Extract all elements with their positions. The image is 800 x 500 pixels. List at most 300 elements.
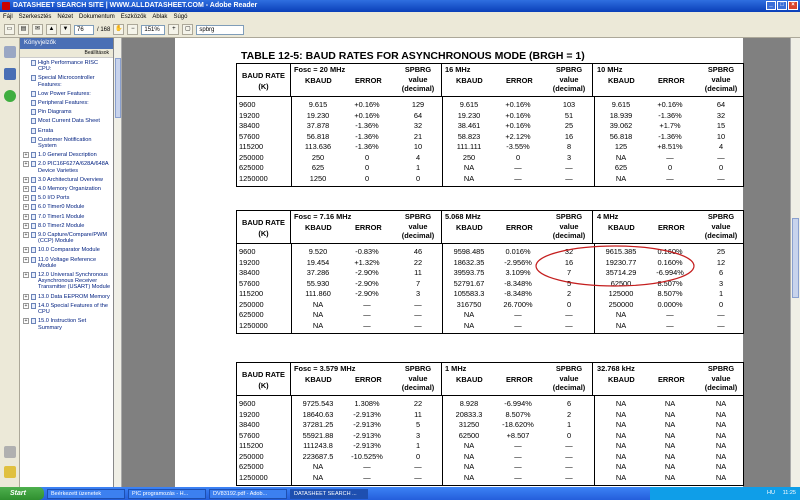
kbaud-cell: 19.454 <box>306 257 330 267</box>
spbrg-header: SPBRG value (decimal) <box>552 65 586 93</box>
bookmark-item[interactable] <box>23 186 111 192</box>
bookmark-item[interactable] <box>23 177 111 183</box>
bookmark-item[interactable] <box>23 128 111 134</box>
error-cell: — <box>363 299 371 309</box>
system-tray <box>650 487 800 500</box>
bookmarks-tab-icon[interactable] <box>4 68 16 80</box>
spbrg-header: SPBRG value (decimal) <box>401 364 435 392</box>
bookmark-icon <box>31 247 36 253</box>
close-button[interactable]: × <box>788 1 798 10</box>
bookmark-icon <box>31 118 36 124</box>
spbrg-cell: 1 <box>415 441 421 450</box>
baud-rate-cell: 625000 <box>239 163 264 172</box>
expand-icon[interactable]: + <box>24 256 28 263</box>
error-cell: — <box>514 173 522 183</box>
error-cell: -18.620% <box>502 420 534 429</box>
baud-rate-cell: 115200 <box>239 142 264 151</box>
kbaud-cell: NA <box>615 420 627 429</box>
bookmark-item[interactable] <box>23 91 111 97</box>
spbrg-cell: 5 <box>415 420 421 429</box>
spbrg-cell: 25 <box>564 121 574 130</box>
spbrg-header: SPBRG value (decimal) <box>552 364 586 392</box>
menu-item[interactable]: Dokumentum <box>79 14 115 20</box>
error-cell: -1.36% <box>355 121 379 130</box>
error-cell: — <box>363 310 371 319</box>
spbrg-cell: 0 <box>566 430 572 440</box>
spbrg-cell: 0 <box>415 451 421 461</box>
oscillator-label: 16 MHz <box>445 65 471 74</box>
spbrg-cell: 25 <box>716 247 726 256</box>
error-cell: +1.7% <box>659 121 681 130</box>
bookmark-item[interactable] <box>23 223 111 229</box>
spbrg-cell: 16 <box>564 257 574 267</box>
spbrg-cell: — <box>414 299 422 309</box>
kbaud-cell: NA <box>615 451 627 461</box>
kbaud-cell: 39593.75 <box>453 268 485 277</box>
start-button[interactable]: Start <box>0 487 44 500</box>
kbaud-cell: 8.928 <box>459 399 479 408</box>
baud-rate-cell: 57600 <box>239 131 260 141</box>
kbaud-cell: 250000 <box>608 299 634 309</box>
spbrg-cell: 22 <box>413 257 423 267</box>
spbrg-cell: 4 <box>415 152 421 162</box>
error-cell: — <box>514 163 522 172</box>
bookmark-label: 14.0 Special Features of the CPU <box>38 302 108 316</box>
page-total: / 168 <box>97 26 111 33</box>
bookmark-item[interactable] <box>23 60 111 72</box>
spbrg-cell: 12 <box>716 257 726 267</box>
help-tab-icon[interactable] <box>4 90 16 102</box>
error-cell: 8.507% <box>657 289 683 298</box>
clock: 11:25 <box>782 490 796 496</box>
zoom-in-icon[interactable]: + <box>168 24 179 35</box>
expand-icon[interactable]: + <box>24 318 28 325</box>
error-cell: — <box>514 451 522 461</box>
error-cell: — <box>666 173 674 183</box>
spbrg-cell: 51 <box>564 110 574 120</box>
error-cell: 0 <box>364 152 370 162</box>
error-cell: 0 <box>667 163 673 172</box>
attachments-tab-icon[interactable] <box>4 446 16 458</box>
bookmarks-scrollbar[interactable] <box>114 38 122 487</box>
kbaud-cell: NA <box>312 462 324 471</box>
bookmark-icon <box>31 60 36 66</box>
taskbar <box>0 487 800 500</box>
kbaud-cell: 625 <box>614 163 628 172</box>
expand-icon[interactable]: + <box>24 247 28 254</box>
error-header: ERROR <box>658 375 685 384</box>
spbrg-cell: — <box>414 462 422 471</box>
baud-rate-cell: 9600 <box>239 399 256 408</box>
bookmark-icon <box>31 91 36 97</box>
spbrg-cell: 21 <box>413 131 423 141</box>
error-cell: 0.016% <box>505 247 531 256</box>
spbrg-cell: — <box>565 320 573 330</box>
bookmark-item[interactable] <box>23 204 111 210</box>
bookmark-icon <box>31 223 36 229</box>
bookmark-label: 3.0 Architectural Overview <box>38 176 103 183</box>
bookmark-item[interactable] <box>23 109 111 115</box>
bookmark-item[interactable] <box>23 272 111 291</box>
bookmark-item[interactable] <box>23 195 111 201</box>
spbrg-cell: 0 <box>415 173 421 183</box>
bookmark-label: 11.0 Voltage Reference Module <box>38 256 97 269</box>
spbrg-cell: — <box>565 472 573 482</box>
error-header: ERROR <box>355 76 382 85</box>
bookmark-item[interactable] <box>23 318 111 330</box>
spbrg-cell: — <box>414 320 422 330</box>
spbrg-header: SPBRG value (decimal) <box>704 212 738 240</box>
expand-icon[interactable]: + <box>24 161 28 168</box>
pages-tab-icon[interactable] <box>4 46 16 58</box>
spbrg-cell: NA <box>715 472 727 482</box>
kbaud-cell: NA <box>312 310 324 319</box>
error-cell: — <box>514 320 522 330</box>
kbaud-cell: 37281.25 <box>302 420 334 429</box>
spbrg-cell: NA <box>715 451 727 461</box>
error-cell: -1.36% <box>658 110 682 120</box>
baud-rate-header: BAUD RATE (K) <box>237 211 291 244</box>
bookmark-label: Most Current Data Sheet <box>38 118 100 125</box>
error-cell: +2.12% <box>505 131 531 141</box>
menu-item[interactable]: Eszközök <box>120 14 147 20</box>
kbaud-cell: NA <box>615 409 627 419</box>
spbrg-cell: 2 <box>566 289 572 298</box>
kbaud-cell: 113.636 <box>304 142 332 151</box>
kbaud-cell: 125000 <box>608 289 634 298</box>
bookmark-icon <box>31 294 36 300</box>
kbaud-cell: NA <box>312 299 324 309</box>
spbrg-cell: 16 <box>564 131 574 141</box>
bookmark-icon <box>31 303 36 309</box>
baud-rate-cell: 38400 <box>239 121 260 130</box>
error-cell: — <box>666 310 674 319</box>
kbaud-header: KBAUD <box>305 76 332 85</box>
bookmark-icon <box>31 195 36 201</box>
bookmark-icon <box>31 109 36 115</box>
oscillator-label: 1 MHz <box>445 364 467 373</box>
email-icon[interactable]: ✉ <box>32 24 43 35</box>
comments-tab-icon[interactable] <box>4 466 16 478</box>
expand-icon[interactable]: + <box>24 195 28 202</box>
expand-icon[interactable]: + <box>24 213 28 220</box>
kbaud-header: KBAUD <box>608 223 635 232</box>
minimize-button[interactable]: _ <box>766 1 776 10</box>
kbaud-cell: 9.520 <box>308 247 328 256</box>
kbaud-cell: 9.615 <box>611 100 631 109</box>
error-cell: NA <box>664 399 676 408</box>
spbrg-cell: 3 <box>415 430 421 440</box>
baud-rate-cell: 250000 <box>239 451 264 461</box>
oscillator-label: 5.068 MHz <box>445 212 481 221</box>
spbrg-cell: 0 <box>718 163 724 172</box>
bookmark-item[interactable] <box>23 232 111 244</box>
error-cell: — <box>514 310 522 319</box>
expand-icon[interactable]: + <box>24 272 28 279</box>
kbaud-cell: NA <box>463 472 475 482</box>
spbrg-cell: 4 <box>718 142 724 151</box>
error-cell: +8.507 <box>506 430 530 440</box>
zoom-level[interactable]: 151% <box>141 25 165 35</box>
oscillator-label: Fosc = 7.16 MHz <box>294 212 352 221</box>
kbaud-cell: 111.111 <box>456 142 482 151</box>
bookmark-item[interactable] <box>23 75 111 87</box>
baud-rate-cell: 38400 <box>239 268 260 277</box>
baud-rate-cell: 38400 <box>239 420 260 429</box>
menu-item[interactable]: Nézet <box>57 14 74 20</box>
bookmarks-options-button[interactable]: Beállítások <box>20 49 113 58</box>
spbrg-cell: 5 <box>566 278 572 288</box>
spbrg-header: SPBRG value (decimal) <box>401 212 435 240</box>
spbrg-cell: 3 <box>415 289 421 298</box>
error-cell: NA <box>664 462 676 471</box>
bookmark-item[interactable] <box>23 294 111 300</box>
spbrg-cell: NA <box>715 399 727 408</box>
error-cell: — <box>514 441 522 450</box>
kbaud-header: KBAUD <box>305 375 332 384</box>
oscillator-label: Fosc = 20 MHz <box>294 65 346 74</box>
kbaud-cell: 9725.543 <box>302 399 334 408</box>
spbrg-cell: 15 <box>716 121 726 130</box>
bookmark-item[interactable] <box>23 137 111 149</box>
menu-item[interactable]: Súgó <box>173 14 188 20</box>
bookmark-item[interactable] <box>23 257 111 269</box>
pdf-page <box>175 38 743 487</box>
error-cell: +0.16% <box>505 121 531 130</box>
spbrg-cell: NA <box>715 420 727 429</box>
taskbar-window-button[interactable]: DATASHEET SEARCH ... <box>290 489 368 499</box>
bookmark-item[interactable] <box>23 247 111 253</box>
expand-icon[interactable]: + <box>24 152 28 159</box>
previous-page-icon[interactable]: ▲ <box>46 24 57 35</box>
expand-icon[interactable]: + <box>24 222 28 229</box>
menu-item[interactable]: Fájl <box>3 14 13 20</box>
toolbar <box>0 22 800 38</box>
error-cell: -1.36% <box>658 131 682 141</box>
bookmark-icon <box>31 128 36 134</box>
error-cell: 1.308% <box>354 399 380 408</box>
taskbar-window-button[interactable]: DV83192.pdf - Adob... <box>209 489 287 499</box>
kbaud-cell: 111243.8 <box>303 441 333 450</box>
error-cell: -0.83% <box>355 247 379 256</box>
spbrg-cell: NA <box>715 462 727 471</box>
kbaud-cell: 223687.5 <box>302 451 334 461</box>
kbaud-cell: 37.286 <box>306 268 330 277</box>
spbrg-cell: 6 <box>718 268 724 277</box>
bookmark-item[interactable] <box>23 100 111 106</box>
error-header: ERROR <box>355 223 382 232</box>
kbaud-cell: 105583.3 <box>453 289 485 298</box>
spbrg-cell: 8 <box>566 142 572 151</box>
error-cell: — <box>666 152 674 162</box>
error-cell: 8.507% <box>505 409 531 419</box>
adobe-reader-icon <box>2 2 10 10</box>
expand-icon[interactable]: + <box>24 204 28 211</box>
spbrg-cell: NA <box>715 409 727 419</box>
error-cell: +0.16% <box>354 110 380 120</box>
kbaud-cell: NA <box>463 320 475 330</box>
expand-icon[interactable]: + <box>24 293 28 300</box>
kbaud-cell: 9615.385 <box>605 247 637 256</box>
error-cell: -8.348% <box>504 289 532 298</box>
error-cell: NA <box>664 441 676 450</box>
baud-rate-cell: 625000 <box>239 310 264 319</box>
kbaud-cell: NA <box>463 163 475 172</box>
error-cell: — <box>363 462 371 471</box>
kbaud-cell: 250 <box>462 152 476 162</box>
spbrg-cell: 7 <box>415 278 421 288</box>
search-input[interactable]: spbrg <box>196 25 244 35</box>
bookmark-item[interactable] <box>23 214 111 220</box>
language-indicator[interactable]: HU <box>767 490 775 496</box>
bookmark-item[interactable] <box>23 118 111 124</box>
bookmark-item[interactable] <box>23 303 111 315</box>
spbrg-cell: — <box>565 173 573 183</box>
hand-tool-icon[interactable]: ✋ <box>113 24 124 35</box>
error-cell: — <box>514 462 522 471</box>
print-icon[interactable]: ▤ <box>18 24 29 35</box>
error-cell: -6.994% <box>504 399 532 408</box>
spbrg-cell: — <box>565 441 573 450</box>
spbrg-cell: — <box>414 472 422 482</box>
taskbar-window-button[interactable]: Beérkezett üzenetek <box>47 489 125 499</box>
bookmark-icon <box>31 137 36 143</box>
bookmark-label: 9.0 Capture/Compare/PWM (CCP) Module <box>38 232 108 245</box>
kbaud-cell: 9.615 <box>308 100 328 109</box>
kbaud-cell: NA <box>615 173 627 183</box>
expand-icon[interactable]: + <box>24 176 28 183</box>
next-page-icon[interactable]: ▼ <box>60 24 71 35</box>
kbaud-cell: 111.860 <box>305 289 331 298</box>
maximize-button[interactable]: □ <box>777 1 787 10</box>
expand-icon[interactable]: + <box>24 302 28 309</box>
spbrg-cell: — <box>565 462 573 471</box>
kbaud-cell: NA <box>463 310 475 319</box>
baud-rate-cell: 19200 <box>239 110 260 120</box>
page-number-input[interactable]: 76 <box>74 25 94 35</box>
bookmark-label: Peripheral Features: <box>38 100 89 107</box>
kbaud-cell: 52791.67 <box>453 278 485 288</box>
spbrg-cell: 32 <box>564 247 574 256</box>
spbrg-cell: 32 <box>716 110 726 120</box>
baud-rate-cell: 57600 <box>239 430 260 440</box>
error-cell: 8.507% <box>657 278 683 288</box>
kbaud-cell: 125 <box>614 142 628 151</box>
kbaud-header: KBAUD <box>608 76 635 85</box>
kbaud-cell: 250 <box>311 152 325 162</box>
error-header: ERROR <box>506 76 533 85</box>
menu-item[interactable]: Szerkesztés <box>18 14 52 20</box>
bookmark-icon <box>31 75 36 81</box>
error-cell: -2.90% <box>355 278 379 288</box>
spbrg-cell: 7 <box>566 268 572 277</box>
spbrg-cell: 32 <box>413 121 423 130</box>
baud-rate-cell: 625000 <box>239 462 264 471</box>
error-cell: +1.32% <box>354 257 380 267</box>
spbrg-cell: 11 <box>414 409 422 419</box>
annotation-overlay <box>175 38 743 487</box>
spbrg-header: SPBRG value (decimal) <box>401 65 435 93</box>
kbaud-cell: NA <box>463 462 475 471</box>
spbrg-cell: 103 <box>562 100 576 109</box>
bookmark-icon <box>31 214 36 220</box>
error-cell: -3.55% <box>506 142 530 151</box>
spbrg-cell: 10 <box>716 131 726 141</box>
taskbar-window-button[interactable]: PIC programozás - H... <box>128 489 206 499</box>
error-cell: NA <box>664 451 676 461</box>
document-scrollbar-thumb[interactable] <box>792 218 799 298</box>
error-cell: 0 <box>364 163 370 172</box>
error-cell: +0.16% <box>657 100 683 109</box>
kbaud-cell: 20833.3 <box>455 409 483 419</box>
error-cell: NA <box>664 472 676 482</box>
error-cell: -6.994% <box>656 268 684 277</box>
bookmark-label: 7.0 Timer1 Module <box>38 213 85 220</box>
bookmark-icon <box>31 186 36 192</box>
spbrg-cell: 22 <box>413 399 423 408</box>
spbrg-header: SPBRG value (decimal) <box>552 212 586 240</box>
kbaud-cell: 39.062 <box>609 121 633 130</box>
spbrg-cell: 0 <box>566 299 572 309</box>
document-scrollbar[interactable] <box>790 38 800 487</box>
expand-icon[interactable]: + <box>24 186 28 193</box>
kbaud-header: KBAUD <box>456 223 483 232</box>
spbrg-cell: — <box>414 310 422 319</box>
bookmark-icon <box>31 232 36 238</box>
spbrg-cell: NA <box>715 441 727 450</box>
bookmark-label: 4.0 Memory Organization <box>38 186 101 193</box>
baud-rate-header: BAUD RATE (K) <box>237 363 291 396</box>
spbrg-cell: — <box>717 152 725 162</box>
kbaud-cell: 55921.88 <box>302 430 334 440</box>
kbaud-cell: 56.818 <box>609 131 633 141</box>
fit-page-icon[interactable]: ▢ <box>182 24 193 35</box>
bookmark-label: 2.0 PIC16F627A/628A/648A Device Varieties <box>38 161 109 174</box>
baud-rate-cell: 57600 <box>239 278 260 288</box>
error-cell: -2.913% <box>353 409 381 419</box>
error-cell: -2.90% <box>355 289 379 298</box>
open-icon[interactable]: ▭ <box>4 24 15 35</box>
spbrg-header: SPBRG value (decimal) <box>704 65 738 93</box>
kbaud-cell: 31250 <box>458 420 480 429</box>
navigation-tabs <box>0 38 20 487</box>
bookmarks-scrollbar-thumb[interactable] <box>115 58 121 118</box>
kbaud-cell: 19.230 <box>457 110 481 120</box>
oscillator-label: 4 MHz <box>597 212 619 221</box>
kbaud-cell: NA <box>615 152 627 162</box>
bookmarks-panel <box>20 38 114 487</box>
menu-item[interactable]: Ablak <box>152 14 168 20</box>
kbaud-cell: 18632.35 <box>453 257 485 267</box>
error-cell: — <box>514 472 522 482</box>
menu-bar <box>0 12 800 22</box>
bookmark-item[interactable] <box>23 152 111 158</box>
expand-icon[interactable]: + <box>24 232 28 239</box>
kbaud-cell: NA <box>463 451 475 461</box>
kbaud-cell: NA <box>615 430 627 440</box>
bookmark-item[interactable] <box>23 161 111 173</box>
kbaud-header: KBAUD <box>456 76 483 85</box>
bookmark-icon <box>31 318 36 324</box>
kbaud-cell: 316750 <box>456 299 482 309</box>
bookmark-icon <box>31 257 36 263</box>
oscillator-label: 32.768 kHz <box>597 364 635 373</box>
bookmarks-title: Könyvjelzők <box>20 38 113 49</box>
error-cell: 0 <box>515 152 521 162</box>
bookmark-icon <box>31 177 36 183</box>
zoom-out-icon[interactable]: − <box>127 24 138 35</box>
spbrg-cell: 46 <box>413 247 423 256</box>
